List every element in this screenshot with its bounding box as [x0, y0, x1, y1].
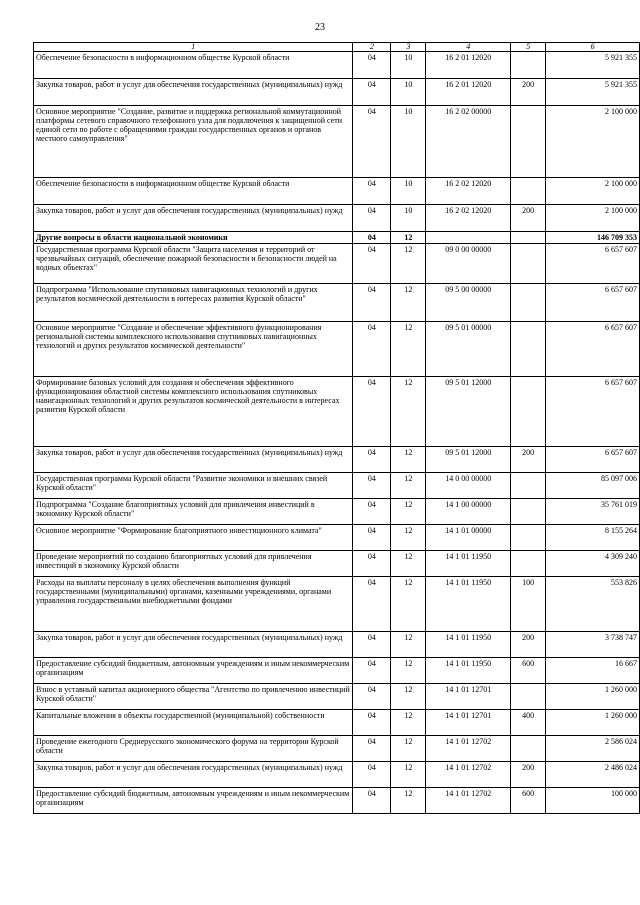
row-subsection-cell: 12	[391, 551, 426, 577]
row-section-cell: 04	[353, 106, 391, 178]
table-row	[34, 658, 640, 684]
row-amount-cell: 35 761 019	[546, 499, 640, 525]
row-subsection-cell: 12	[391, 244, 426, 284]
row-subsection-cell: 10	[391, 52, 426, 79]
row-name-cell: Другие вопросы в области национальной экономики	[34, 232, 353, 244]
row-expense-type-cell: 200	[511, 762, 546, 788]
row-target-article-cell: 16 2 01 12020	[426, 79, 511, 106]
row-amount-cell: 5 921 355	[546, 79, 640, 106]
row-name-cell: Проведение мероприятий по созданию благоприятных условий для привлечения инвестиций в экономику Курской области	[34, 551, 353, 577]
row-name-cell: Обеспечение безопасности в информационном обществе Курской области	[34, 178, 353, 205]
row-target-article-cell	[426, 232, 511, 244]
row-amount-cell: 1 260 000	[546, 710, 640, 736]
table-row	[34, 788, 640, 814]
row-expense-type-cell: 200	[511, 447, 546, 473]
row-section-cell: 04	[353, 499, 391, 525]
row-name-cell: Капитальные вложения в объекты государственной (муниципальной) собственности	[34, 710, 353, 736]
column-header: 6	[546, 43, 640, 52]
row-section-cell: 04	[353, 684, 391, 710]
row-amount-cell: 2 100 000	[546, 106, 640, 178]
row-name-cell: Проведение ежегодного Среднерусского экономического форума на территории Курской области	[34, 736, 353, 762]
table-row	[34, 178, 640, 205]
row-name-cell: Расходы на выплаты персоналу в целях обеспечения выполнения функций государственными (муниципальными) органами, казенными учреждениями, органами управления государственными внебюджетными фондами	[34, 577, 353, 632]
row-expense-type-cell	[511, 284, 546, 322]
row-target-article-cell: 16 2 02 12020	[426, 205, 511, 232]
row-expense-type-cell	[511, 377, 546, 447]
row-expense-type-cell	[511, 499, 546, 525]
row-expense-type-cell	[511, 178, 546, 205]
row-amount-cell: 2 100 000	[546, 205, 640, 232]
row-expense-type-cell: 200	[511, 79, 546, 106]
row-subsection-cell: 12	[391, 736, 426, 762]
row-amount-cell: 6 657 607	[546, 244, 640, 284]
row-target-article-cell: 09 5 00 00000	[426, 284, 511, 322]
row-section-cell: 04	[353, 284, 391, 322]
row-section-cell: 04	[353, 447, 391, 473]
row-expense-type-cell: 100	[511, 577, 546, 632]
row-expense-type-cell	[511, 525, 546, 551]
row-amount-cell: 3 738 747	[546, 632, 640, 658]
row-target-article-cell: 14 1 00 00000	[426, 499, 511, 525]
row-target-article-cell: 16 2 02 00000	[426, 106, 511, 178]
row-amount-cell: 1 260 000	[546, 684, 640, 710]
row-expense-type-cell: 600	[511, 788, 546, 814]
row-name-cell: Закупка товаров, работ и услуг для обеспечения государственных (муниципальных) нужд	[34, 762, 353, 788]
row-expense-type-cell: 200	[511, 632, 546, 658]
table-row	[34, 499, 640, 525]
table-row	[34, 106, 640, 178]
row-section-cell: 04	[353, 577, 391, 632]
row-name-cell: Основное мероприятие "Создание и обеспечение эффективного функционирования региональной системы комплексного использования спутниковых навигационных технологий и других результатов космической деятельности"	[34, 322, 353, 377]
row-name-cell: Государственная программа Курской области "Защита населения и территорий от чрезвычайных ситуаций, обеспечение пожарной безопасности и безопасности людей на водных объектах"	[34, 244, 353, 284]
row-section-cell: 04	[353, 232, 391, 244]
row-amount-cell: 5 921 355	[546, 52, 640, 79]
row-subsection-cell: 12	[391, 499, 426, 525]
row-subsection-cell: 12	[391, 322, 426, 377]
row-name-cell: Закупка товаров, работ и услуг для обеспечения государственных (муниципальных) нужд	[34, 632, 353, 658]
column-header: 1	[34, 43, 353, 52]
row-expense-type-cell: 400	[511, 710, 546, 736]
table-row	[34, 632, 640, 658]
row-amount-cell: 100 000	[546, 788, 640, 814]
row-name-cell: Основное мероприятие "Формирование благоприятного инвестиционного климата"	[34, 525, 353, 551]
row-amount-cell: 2 586 024	[546, 736, 640, 762]
row-expense-type-cell	[511, 684, 546, 710]
row-subsection-cell: 12	[391, 710, 426, 736]
row-target-article-cell: 14 1 01 11950	[426, 632, 511, 658]
row-section-cell: 04	[353, 788, 391, 814]
row-target-article-cell: 14 1 01 11950	[426, 658, 511, 684]
row-expense-type-cell: 200	[511, 205, 546, 232]
row-section-cell: 04	[353, 79, 391, 106]
row-amount-cell: 2 100 000	[546, 178, 640, 205]
row-section-cell: 04	[353, 736, 391, 762]
row-section-cell: 04	[353, 322, 391, 377]
row-name-cell: Взнос в уставный капитал акционерного общества "Агентство по привлечению инвестиций Курской области"	[34, 684, 353, 710]
column-header: 4	[426, 43, 511, 52]
row-section-cell: 04	[353, 244, 391, 284]
row-subsection-cell: 10	[391, 178, 426, 205]
table-row	[34, 447, 640, 473]
row-section-cell: 04	[353, 377, 391, 447]
row-subsection-cell: 12	[391, 473, 426, 499]
row-section-cell: 04	[353, 473, 391, 499]
table-row	[34, 577, 640, 632]
row-amount-cell: 6 657 607	[546, 284, 640, 322]
table-row	[34, 473, 640, 499]
row-subsection-cell: 12	[391, 684, 426, 710]
table-body	[34, 52, 640, 814]
row-name-cell: Закупка товаров, работ и услуг для обеспечения государственных (муниципальных) нужд	[34, 447, 353, 473]
row-amount-cell: 6 657 607	[546, 322, 640, 377]
row-target-article-cell: 09 0 00 00000	[426, 244, 511, 284]
row-name-cell: Закупка товаров, работ и услуг для обеспечения государственных (муниципальных) нужд	[34, 79, 353, 106]
row-section-cell: 04	[353, 551, 391, 577]
table-row	[34, 762, 640, 788]
row-expense-type-cell	[511, 106, 546, 178]
table-row	[34, 322, 640, 377]
row-subsection-cell: 10	[391, 79, 426, 106]
row-name-cell: Предоставление субсидий бюджетным, автономным учреждениям и иным некоммерческим организациям	[34, 658, 353, 684]
row-target-article-cell: 14 1 01 00000	[426, 525, 511, 551]
row-amount-cell: 8 155 264	[546, 525, 640, 551]
row-expense-type-cell	[511, 244, 546, 284]
row-subsection-cell: 12	[391, 377, 426, 447]
table-row	[34, 244, 640, 284]
column-header: 2	[353, 43, 391, 52]
row-amount-cell: 85 097 006	[546, 473, 640, 499]
row-expense-type-cell	[511, 322, 546, 377]
row-subsection-cell: 10	[391, 106, 426, 178]
column-number-row	[34, 43, 640, 52]
row-section-cell: 04	[353, 178, 391, 205]
table-row	[34, 79, 640, 106]
row-target-article-cell: 14 1 01 12702	[426, 788, 511, 814]
table-row	[34, 551, 640, 577]
row-subsection-cell: 12	[391, 232, 426, 244]
column-header: 5	[511, 43, 546, 52]
table-row	[34, 52, 640, 79]
row-target-article-cell: 14 1 01 11950	[426, 551, 511, 577]
table-row	[34, 710, 640, 736]
row-subsection-cell: 12	[391, 658, 426, 684]
row-name-cell: Подпрограмма "Создание благоприятных условий для привлечения инвестиций в экономику Курской области"	[34, 499, 353, 525]
row-name-cell: Формирование базовых условий для создания и обеспечения эффективного функционирования областной системы комплексного использования спутниковых навигационных технологий и других результатов космической деятельности в интересах развития Курской области	[34, 377, 353, 447]
row-amount-cell: 2 486 024	[546, 762, 640, 788]
row-expense-type-cell	[511, 551, 546, 577]
row-section-cell: 04	[353, 205, 391, 232]
row-target-article-cell: 16 2 02 12020	[426, 178, 511, 205]
table-row	[34, 284, 640, 322]
row-target-article-cell: 14 1 01 12701	[426, 710, 511, 736]
row-section-cell: 04	[353, 710, 391, 736]
table-row	[34, 232, 640, 244]
row-name-cell: Обеспечение безопасности в информационном обществе Курской области	[34, 52, 353, 79]
row-subsection-cell: 12	[391, 788, 426, 814]
row-expense-type-cell	[511, 232, 546, 244]
row-target-article-cell: 14 0 00 00000	[426, 473, 511, 499]
row-target-article-cell: 09 5 01 12000	[426, 377, 511, 447]
row-amount-cell: 6 657 607	[546, 377, 640, 447]
row-subsection-cell: 12	[391, 525, 426, 551]
row-subsection-cell: 12	[391, 284, 426, 322]
table-row	[34, 205, 640, 232]
table-row	[34, 525, 640, 551]
row-subsection-cell: 12	[391, 577, 426, 632]
row-name-cell: Подпрограмма "Использование спутниковых навигационных технологий и других результатов космической деятельности в интересах развития Курской области"	[34, 284, 353, 322]
row-subsection-cell: 10	[391, 205, 426, 232]
row-section-cell: 04	[353, 525, 391, 551]
row-section-cell: 04	[353, 762, 391, 788]
column-header: 3	[391, 43, 426, 52]
table-row	[34, 684, 640, 710]
row-section-cell: 04	[353, 52, 391, 79]
row-target-article-cell: 09 5 01 00000	[426, 322, 511, 377]
row-amount-cell: 16 667	[546, 658, 640, 684]
row-amount-cell: 553 826	[546, 577, 640, 632]
row-target-article-cell: 14 1 01 11950	[426, 577, 511, 632]
row-name-cell: Основное мероприятие "Создание, развитие и поддержка региональной коммутационной платформы сетевого справочного телефонного узла для подключения к защищенной сети единой сети по работе с обращениями граждан государственных органов и органов местного самоуправления"	[34, 106, 353, 178]
table-row	[34, 377, 640, 447]
row-target-article-cell: 14 1 01 12701	[426, 684, 511, 710]
row-name-cell: Предоставление субсидий бюджетным, автономным учреждениям и иным некоммерческим организациям	[34, 788, 353, 814]
row-name-cell: Государственная программа Курской области "Развитие экономики и внешних связей Курской области"	[34, 473, 353, 499]
row-subsection-cell: 12	[391, 762, 426, 788]
row-target-article-cell: 14 1 01 12702	[426, 762, 511, 788]
row-target-article-cell: 09 5 01 12000	[426, 447, 511, 473]
row-amount-cell: 6 657 607	[546, 447, 640, 473]
row-target-article-cell: 16 2 01 12020	[426, 52, 511, 79]
row-amount-cell: 4 309 240	[546, 551, 640, 577]
row-section-cell: 04	[353, 632, 391, 658]
row-subsection-cell: 12	[391, 447, 426, 473]
row-expense-type-cell	[511, 736, 546, 762]
row-expense-type-cell	[511, 52, 546, 79]
row-subsection-cell: 12	[391, 632, 426, 658]
row-target-article-cell: 14 1 01 12702	[426, 736, 511, 762]
row-expense-type-cell: 600	[511, 658, 546, 684]
table-row	[34, 736, 640, 762]
page-number: 23	[315, 22, 325, 33]
row-section-cell: 04	[353, 658, 391, 684]
row-amount-cell: 146 709 353	[546, 232, 640, 244]
row-expense-type-cell	[511, 473, 546, 499]
budget-table	[33, 42, 640, 814]
row-name-cell: Закупка товаров, работ и услуг для обеспечения государственных (муниципальных) нужд	[34, 205, 353, 232]
